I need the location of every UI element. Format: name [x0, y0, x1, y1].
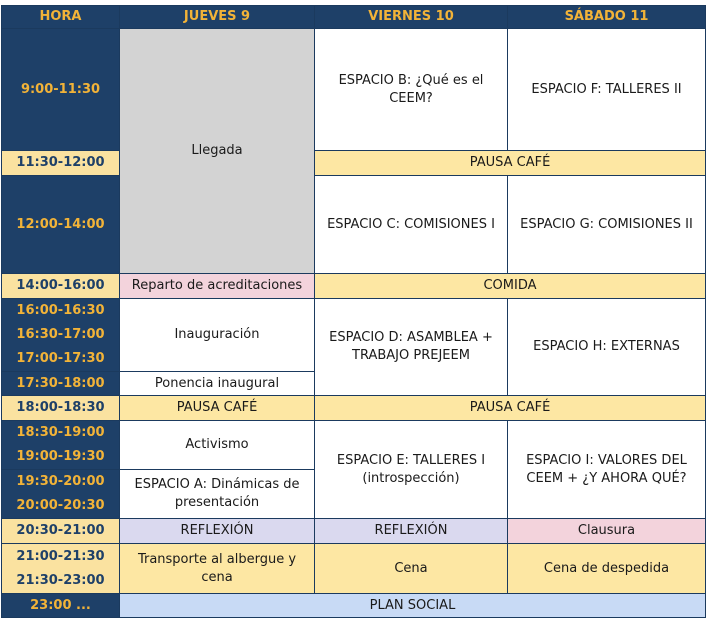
hour-label: 18:30-19:00	[16, 425, 105, 440]
reparto-cell: Reparto de acreditaciones	[120, 274, 315, 299]
pausa-cafe-jueves-cell: PAUSA CAFÉ	[120, 396, 315, 421]
hour-cell: 11:30-12:00	[2, 151, 120, 176]
hour-cell-group	[2, 421, 120, 470]
reflexion-jueves-cell: REFLEXIÓN	[120, 519, 315, 544]
hour-label: 19:30-20:00	[16, 474, 105, 489]
ponencia-cell: Ponencia inaugural	[120, 372, 315, 396]
hour-label: 16:00-16:30	[16, 303, 105, 318]
reflexion-viernes-cell: REFLEXIÓN	[315, 519, 508, 544]
cena-viernes-cell: Cena	[315, 544, 508, 594]
hour-cell: 12:00-14:00	[2, 176, 120, 274]
comida-cell: COMIDA	[315, 274, 706, 299]
hour-cell-group	[2, 299, 120, 372]
hour-cell: 9:00-11:30	[2, 29, 120, 151]
hour-label: 20:00-20:30	[16, 498, 105, 513]
espacio-e-cell: ESPACIO E: TALLERES I (introspección)	[315, 421, 508, 519]
llegada-cell: Llegada	[120, 29, 315, 274]
hour-cell: 20:30-21:00	[2, 519, 120, 544]
hour-cell: 14:00-16:00	[2, 274, 120, 299]
espacio-a-cell: ESPACIO A: Dinámicas de presentación	[120, 470, 315, 519]
hour-cell-group	[2, 470, 120, 519]
cena-sabado-cell: Cena de despedida	[508, 544, 706, 594]
hour-label: 19:00-19:30	[16, 449, 105, 464]
activismo-cell: Activismo	[120, 421, 315, 470]
transporte-cell: Transporte al albergue y cena	[120, 544, 315, 594]
plan-social-cell: PLAN SOCIAL	[120, 594, 706, 618]
pausa-cafe-cell: PAUSA CAFÉ	[315, 151, 706, 176]
espacio-f-cell: ESPACIO F: TALLERES II	[508, 29, 706, 151]
inauguracion-cell: Inauguración	[120, 299, 315, 372]
header-jueves: JUEVES 9	[120, 6, 315, 29]
espacio-d-cell: ESPACIO D: ASAMBLEA + TRABAJO PREJEEM	[315, 299, 508, 396]
pausa-cafe-cell: PAUSA CAFÉ	[315, 396, 706, 421]
hour-label: 21:00-21:30	[16, 548, 105, 564]
espacio-b-cell: ESPACIO B: ¿Qué es el CEEM?	[315, 29, 508, 151]
header-viernes: VIERNES 10	[315, 6, 508, 29]
clausura-cell: Clausura	[508, 519, 706, 544]
hour-cell-group	[2, 544, 120, 594]
espacio-i-cell: ESPACIO I: VALORES DEL CEEM + ¿Y AHORA QUÉ?	[508, 421, 706, 519]
hour-label: 21:30-23:00	[16, 572, 105, 588]
header-hora: HORA	[2, 6, 120, 29]
hour-cell: 17:30-18:00	[2, 372, 120, 396]
espacio-h-cell: ESPACIO H: EXTERNAS	[508, 299, 706, 396]
hour-label: 17:00-17:30	[16, 351, 105, 366]
hour-cell: 18:00-18:30	[2, 396, 120, 421]
espacio-c-cell: ESPACIO C: COMISIONES I	[315, 176, 508, 274]
schedule-table	[1, 5, 706, 618]
espacio-g-cell: ESPACIO G: COMISIONES II	[508, 176, 706, 274]
hour-cell: 23:00 ...	[2, 594, 120, 618]
header-sabado: SÁBADO 11	[508, 6, 706, 29]
hour-label: 16:30-17:00	[16, 327, 105, 342]
